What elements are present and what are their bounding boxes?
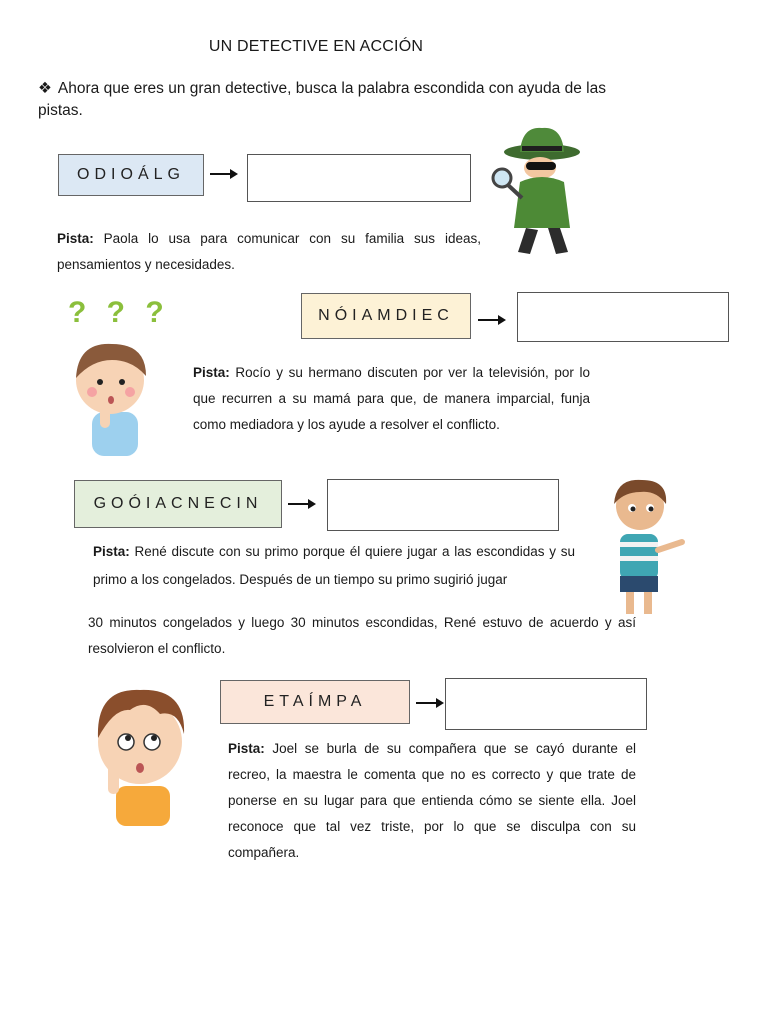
clue-label: Pista:	[93, 544, 130, 559]
clue-label: Pista:	[193, 365, 230, 380]
instructions-text: Ahora que eres un gran detective, busca la palabra escondida con ayuda de las pistas.	[38, 80, 606, 119]
answer-box-3[interactable]	[327, 479, 559, 531]
bullet-icon: ❖	[38, 80, 52, 97]
answer-box-4[interactable]	[445, 678, 647, 730]
clue-3	[93, 538, 575, 594]
instructions	[38, 78, 618, 122]
question-marks: ? ? ?	[68, 296, 170, 329]
pointing-boy-icon	[600, 474, 688, 618]
arrow-icon	[288, 503, 314, 505]
clue-label: Pista:	[57, 231, 94, 246]
arrow-icon	[210, 173, 236, 175]
thinking-boy-icon	[70, 338, 154, 456]
clue-1	[57, 226, 481, 278]
clue-2	[193, 360, 590, 438]
clue-text: Paola lo usa para comunicar con su familia sus ideas, pensamientos y necesidades.	[57, 231, 481, 272]
thinking-boy-icon	[90, 680, 194, 826]
clue-4	[228, 736, 636, 866]
scrambled-word-1: ODIOÁLG	[58, 154, 204, 196]
clue-label: Pista:	[228, 741, 265, 756]
detective-icon	[490, 124, 590, 260]
scrambled-word-3: GOÓIACNECIN	[74, 480, 282, 528]
scrambled-word-4: ETAÍMPA	[220, 680, 410, 724]
clue-text: Joel se burla de su compañera que se cayó durante el recreo, la maestra le comenta que no es correcto y que trate de ponerse en su lugar para que entienda cómo se siente ella. Joel reconoce que tal vez triste, por lo que se disculpa con su compañera.	[228, 741, 636, 860]
clue-text: René discute con su primo porque él quiere jugar a las escondidas y su primo a los congelados. Después de un tiempo su primo sugirió jugar	[93, 544, 575, 587]
clue-text: Rocío y su hermano discuten por ver la televisión, por lo que recurren a su mamá para que, de manera imparcial, funja como mediadora y los ayude a resolver el conflicto.	[193, 365, 590, 432]
clue-3-continued	[88, 610, 636, 662]
arrow-icon	[478, 319, 504, 321]
clue-text-cont: 30 minutos congelados y luego 30 minutos escondidas, René estuvo de acuerdo y así resolvieron el conflicto.	[88, 615, 636, 656]
answer-box-2[interactable]	[517, 292, 729, 342]
answer-box-1[interactable]	[247, 154, 471, 202]
page-title: UN DETECTIVE EN ACCIÓN	[208, 38, 424, 55]
arrow-icon	[416, 702, 442, 704]
scrambled-word-2: NÓIAMDIEC	[301, 293, 471, 339]
